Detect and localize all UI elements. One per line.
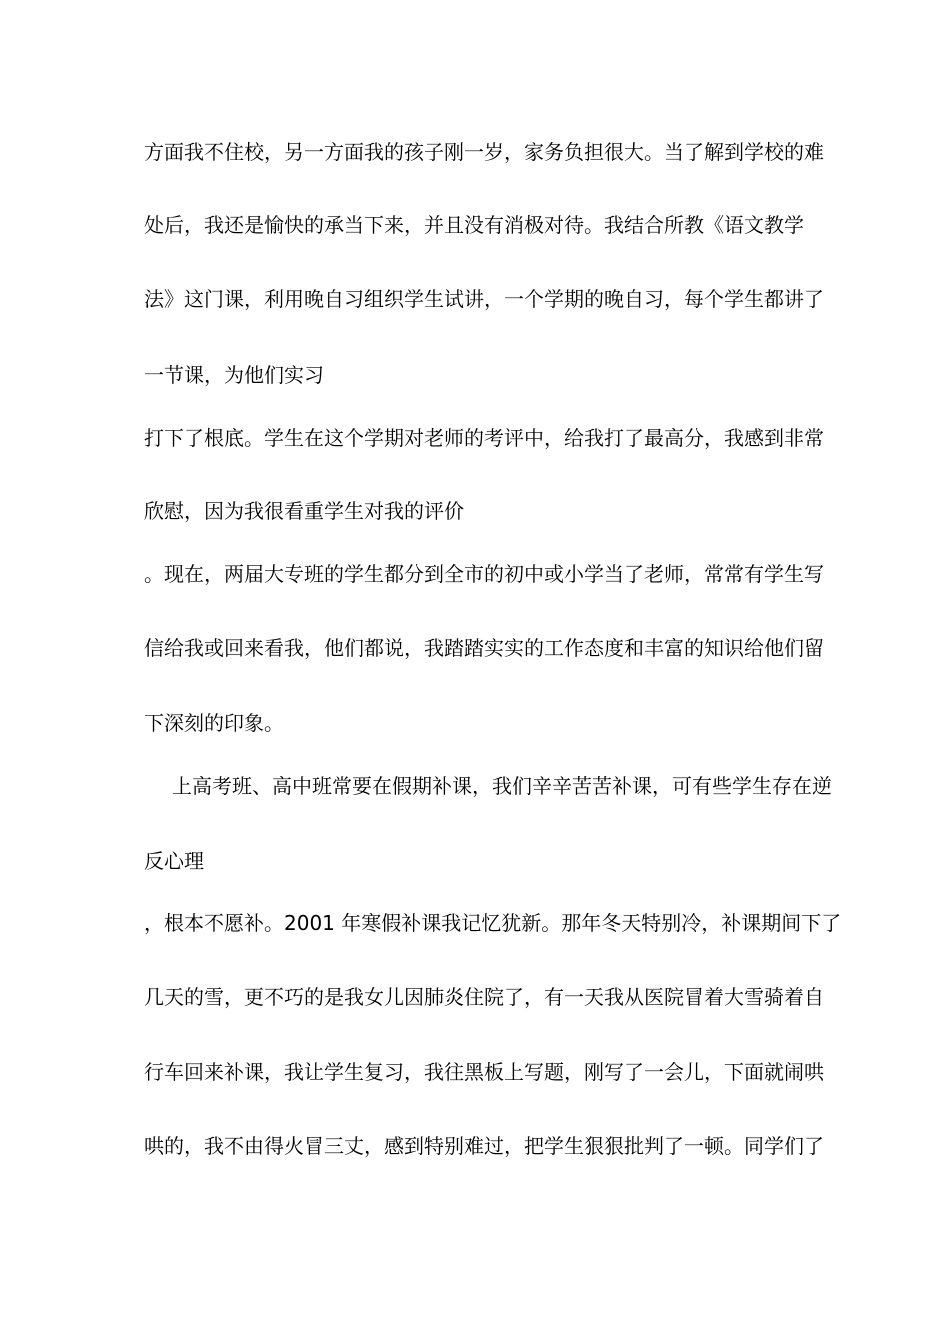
text-line: 反心理 — [144, 849, 204, 873]
text-line: 打下了根底。学生在这个学期对老师的考评中，给我打了最高分，我感到非常 — [144, 426, 824, 450]
text-line: 法》这门课，利用晚自习组织学生试讲，一个学期的晚自习，每个学生都讲了 — [144, 287, 824, 311]
text-line: ，根本不愿补。2001 年寒假补课我记忆犹新。那年冬天特别冷，补课期间下了 — [144, 911, 842, 935]
text-line: 行车回来补课，我让学生复习，我往黑板上写题，刚写了一会儿，下面就闹哄 — [144, 1060, 824, 1084]
text-line: 欣慰，因为我很看重学生对我的评价 — [144, 499, 464, 523]
text-line: 方面我不住校，另一方面我的孩子刚一岁，家务负担很大。当了解到学校的难 — [144, 140, 824, 164]
paragraph-first-line: 上高考班、高中班常要在假期补课，我们辛辛苦苦补课，可有些学生存在逆 — [172, 774, 832, 798]
text-line: 处后，我还是愉快的承当下来，并且没有消极对待。我结合所教《语文教学 — [144, 213, 804, 237]
text-line: 信给我或回来看我，他们都说，我踏踏实实的工作态度和丰富的知识给他们留 — [144, 636, 824, 660]
text-line: 。现在，两届大专班的学生都分到全市的初中或小学当了老师，常常有学生写 — [144, 562, 824, 586]
text-line: 哄的，我不由得火冒三丈，感到特别难过，把学生狠狠批判了一顿。同学们了 — [144, 1134, 824, 1158]
text-line: 下深刻的印象。 — [144, 711, 284, 735]
text-line: 一节课，为他们实习 — [144, 363, 324, 387]
text-line: 几天的雪，更不巧的是我女儿因肺炎住院了，有一天我从医院冒着大雪骑着自 — [144, 985, 824, 1009]
